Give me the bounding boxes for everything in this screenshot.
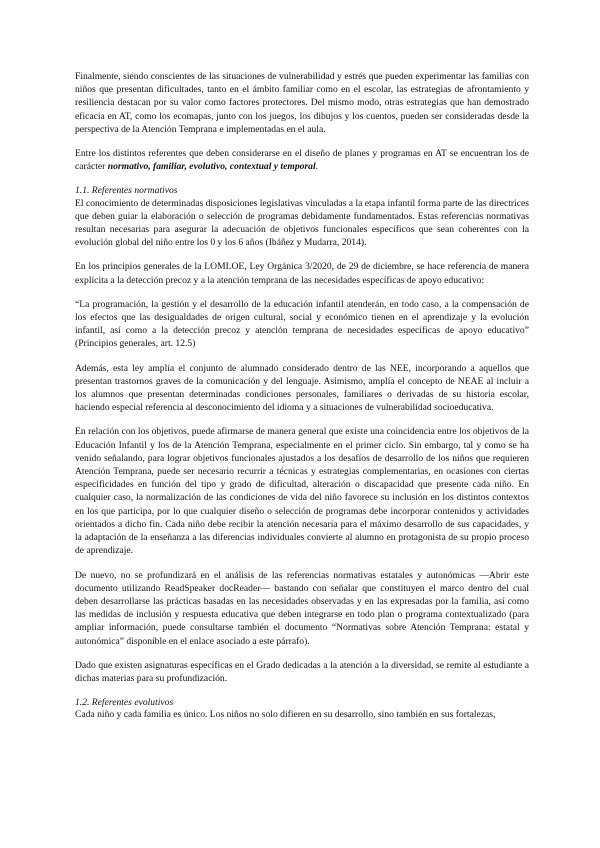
heading-referentes-evolutivos: 1.2. Referentes evolutivos bbox=[75, 697, 174, 709]
paragraph-referentes-intro bbox=[75, 147, 529, 173]
document-page bbox=[75, 70, 529, 733]
text-span: Entre los distintos referentes que deben considerarse en el diseño de planes y programas en AT se encuentran los de carácter bbox=[75, 148, 529, 173]
paragraph-cita: “La programación, la gestión y el desarrollo de la educación infantil atenderán, en todo caso, a la compensación de los efectos que las desigualdades de origen cultural, social y económico tienen en el aprendizaje y la evolución infantil, así como a la detección precoz y atención temprana de necesidades específicas de apoyo educativo” (Principios generales, art. 12.5) bbox=[75, 298, 529, 350]
paragraph-nee: Además, esta ley amplía el conjunto de alumnado considerado dentro de las NEE, incorporando a aquellos que presentan trastornos graves de la comunicación y del lenguaje. Asimismo, amplía el concepto de NEAE al incluir a los alumnos que presentan determinadas condiciones personales, familiares o derivadas de su historia escolar, haciendo especial referencia al desconocimiento del idioma y a situaciones de vulnerabilidad socioeducativa. bbox=[75, 362, 529, 414]
paragraph-lomloe: En los principios generales de la LOMLOE, Ley Orgánica 3/2020, de 29 de diciembre, se hace referencia de manera explícita a la detección precoz y a la atención temprana de las necesidades específicas de apoyo educativo: bbox=[75, 261, 529, 286]
paragraph-cada-nino: Cada niño y cada familia es único. Los niños no solo difieren en su desarrollo, sino también en sus fortalezas, bbox=[75, 709, 496, 721]
paragraph-objetivos: En relación con los objetivos, puede afirmarse de manera general que existe una coincidencia entre los objetivos de la Educación Infantil y los de la Atención Temprana, especialmente en el primer ciclo. Sin embargo, tal y como se ha venido señalando, para lograr objetivos funcionales ajustados a los desafíos de desarrollo de los niños que requieren Atención Temprana, puede ser necesario recurrir a técnicas y estrategias complementarias, en ocasiones con ciertas especificidades en función del tipo y grado de dificultad, alteración o discapacidad que presente cada niño. En cualquier caso, la normalización de las condiciones de vida del niño favorece su inclusión en los distintos contextos en los que participa, por lo que cualquier diseño o selección de programas debe incorporar contenidos y actividades orientados a dicho fin. Cada niño debe recibir la atención necesaria para el máximo desarrollo de sus capacidades, y la adaptación de la enseñanza a las diferencias individuales convierte al alumno en protagonista de su propio proceso de aprendizaje. bbox=[75, 426, 529, 557]
paragraph-asignaturas: Dado que existen asignaturas específicas en el Grado dedicadas a la atención a la diversidad, se remite al estudiante a dichas materias para su profundización. bbox=[75, 659, 529, 684]
text-span: . bbox=[315, 161, 319, 173]
bold-list: normativo, familiar, evolutivo, contextual y temporal bbox=[107, 161, 316, 173]
paragraph-disposiciones: El conocimiento de determinadas disposiciones legislativas vinculadas a la etapa infantil forma parte de las directrices que deben guiar la elaboración o selección de programas debidamente fundamentados. Estas referencias normativas resultan necesarias para asegurar la adecuación de objetivos funcionales específicos que sean coherentes con la evolución global del niño entre los 0 y los 6 años (Ibáñez y Mudarra, 2014). bbox=[75, 197, 529, 249]
paragraph-resiliencia: Finalmente, siendo conscientes de las situaciones de vulnerabilidad y estrés que pueden experimentar las familias con niños que presentan dificultades, tanto en el ámbito familiar como en el escolar, las estrategias de afrontamiento y resiliencia destacan por su valor como factores protectores. Del mismo modo, otras estrategias que han demostrado eficacia en AT, como los ecomapas, junto con los juegos, los dibujos y los cuentos, pueden ser consideradas desde la perspectiva de la Atención Temprana e implementadas en el aula. bbox=[75, 71, 529, 135]
heading-referentes-normativos: 1.1. Referentes normativos bbox=[75, 185, 178, 197]
paragraph-normativas: De nuevo, no se profundizará en el análisis de las referencias normativas estatales y autonómicas —Abrir este documento utilizando ReadSpeaker docReader— bastando con señalar que constituyen el marco dentro del cual deben desarrollarse las prácticas basadas en las necesidades observadas y en las expresadas por la familia, así como las medidas de inclusión y respuesta educativa que deben integrarse en todo plan o programa contextualizado (para ampliar información, puede consultarse también el documento “Normativas sobre Atención Temprana: estatal y autonómica” disponible en el enlace asociado a este párrafo). bbox=[75, 569, 529, 647]
